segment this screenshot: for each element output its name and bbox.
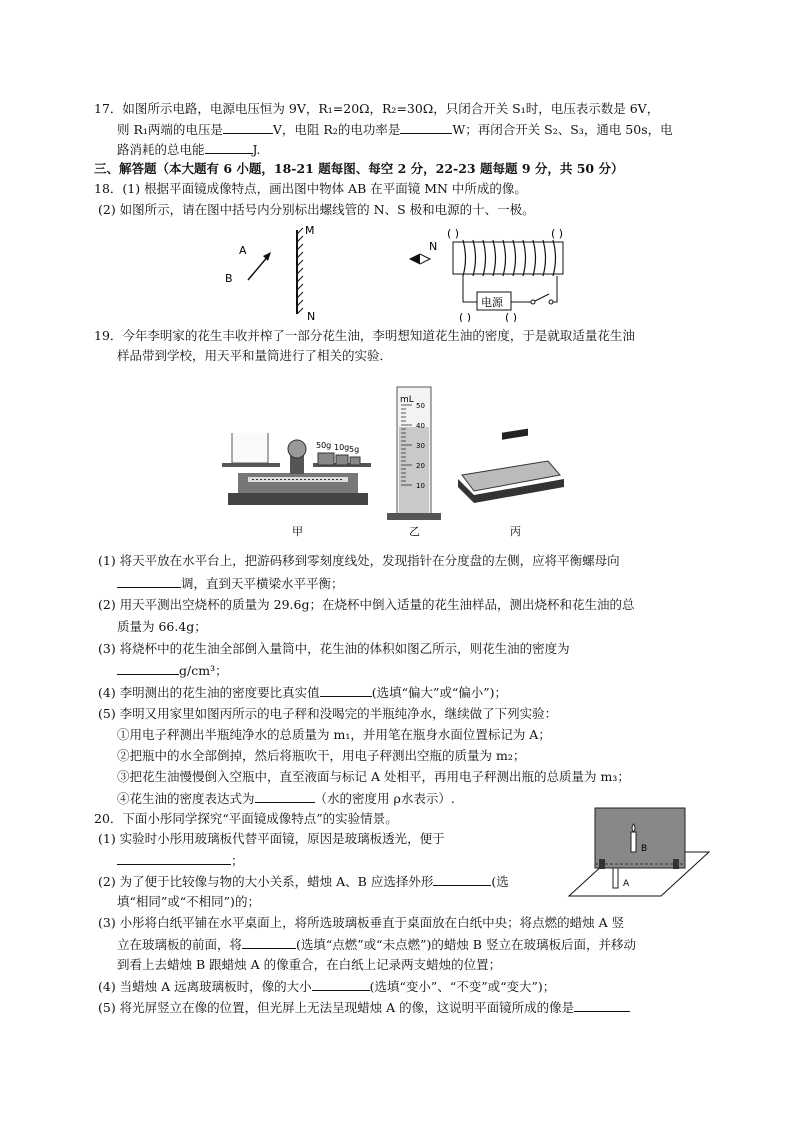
- q19-s4-text-a: (4) 李明测出的花生油的密度要比真实值: [98, 685, 320, 700]
- label-A: A: [623, 879, 630, 889]
- glass-plate: [595, 808, 685, 868]
- q17-line2: [117, 120, 673, 139]
- q19-step-4-text-b: （水的密度用 ρ水表示）.: [314, 791, 455, 806]
- paren-power-right[interactable]: ( ): [505, 311, 518, 322]
- q19-s2-b: 质量为 66.4g；: [117, 619, 207, 634]
- q19-s1-b: [117, 574, 344, 593]
- answer-blank[interactable]: [223, 120, 273, 134]
- q19-s1-a: (1) 将天平放在水平台上，把游码移到零刻度线处，发现指针在分度盘的左侧，应将平衡螺母向: [98, 553, 620, 568]
- q20-s2-c: 填“相同”或“不相同”)的；: [117, 894, 260, 909]
- tick-label: 50: [416, 402, 425, 410]
- answer-blank[interactable]: [117, 851, 231, 865]
- answer-blank[interactable]: [433, 872, 491, 886]
- q19-s4: [98, 683, 507, 702]
- answer-blank[interactable]: [312, 977, 370, 991]
- answer-blank[interactable]: [320, 683, 372, 697]
- q17-line1: 17．如图所示电路，电源电压恒为 9V，R₁=20Ω，R₂=30Ω，只闭合开关 S₁时，电压表示数是 6V，: [94, 101, 660, 116]
- q17-line3: [117, 140, 261, 159]
- answer-blank[interactable]: [117, 574, 181, 588]
- q20-s4-text-b: (选填“变小”、“不变”或“变大”)；: [369, 979, 556, 994]
- q17-line2-text-c: W；再闭合开关 S₂、S₃，通电 50s，电: [452, 122, 673, 137]
- q20-s4: [98, 977, 555, 996]
- tick-label: 20: [416, 462, 425, 470]
- candle-A: [613, 868, 618, 888]
- solenoid-core: [453, 242, 563, 274]
- q19-s5: (5) 李明又用家里如图丙所示的电子秤和没喝完的半瓶纯净水，继续做了下列实验：: [98, 706, 558, 721]
- q20-s2-text-a: (2) 为了便于比较像与物的大小关系，蜡烛 A、B 应选择外形: [98, 874, 434, 889]
- q17-line2-text-b: V，电阻 R₂的电功率是: [272, 122, 401, 137]
- q17-line2-text-a: 则 R₁两端的电压是: [117, 122, 223, 137]
- q19-s1-b-text: 调，直到天平横梁水平平衡；: [181, 576, 344, 591]
- label-B: B: [641, 844, 648, 854]
- q19-s3-b: [117, 661, 228, 680]
- q19-intro-2: 样品带到学校，用天平和量筒进行了相关的实验．: [117, 348, 393, 363]
- q19-s2-a: (2) 用天平测出空烧杯的质量为 29.6g；在烧杯中倒入适量的花生油样品，测出烧杯和花生油的总: [98, 597, 635, 612]
- q19-step-1: ①用电子秤测出半瓶纯净水的总质量为 m₁，并用笔在瓶身水面位置标记为 A；: [117, 727, 551, 742]
- q20-s5: [98, 998, 630, 1017]
- switch: [533, 294, 549, 302]
- answer-blank[interactable]: [400, 120, 452, 134]
- unit-mL: mL: [400, 395, 414, 405]
- q20-s1-b-text: ；: [231, 853, 244, 868]
- compass-N: N: [429, 240, 438, 253]
- tick-label: 40: [416, 422, 425, 430]
- q20-s1-b: [117, 851, 244, 870]
- q19-step-4: [117, 789, 455, 808]
- candle-B: [631, 832, 636, 852]
- weight-label: 10g: [334, 443, 350, 452]
- solenoid-figure: [410, 227, 563, 322]
- tick-label: 30: [416, 442, 425, 450]
- q19-s3-a: (3) 将烧杯中的花生油全部倒入量筒中，花生油的体积如图乙所示，则花生油的密度为: [98, 641, 570, 656]
- q19-s3-b-text: g/cm³；: [179, 663, 228, 678]
- q20-s1-a: (1) 实验时小彤用玻璃板代替平面镜，原因是玻璃板透光，便于: [98, 831, 445, 846]
- label-yi: 乙: [409, 525, 420, 538]
- label-jia: 甲: [292, 525, 303, 538]
- power-label: 电源: [481, 296, 503, 309]
- balance-figure: [222, 433, 371, 538]
- q20-s5-text: (5) 将光屏竖立在像的位置，但光屏上无法呈现蜡烛 A 的像，这说明平面镜所成的像是: [98, 1000, 575, 1015]
- label-bing: 丙: [510, 525, 521, 538]
- label-N: N: [307, 310, 316, 322]
- weight-label: 50g: [316, 441, 332, 450]
- q18-part1: 18．(1) 根据平面镜成像特点，画出图中物体 AB 在平面镜 MN 中所成的像。: [94, 181, 527, 196]
- q17-line3-text-b: J.: [252, 142, 261, 157]
- q20-s2-a: [98, 872, 509, 891]
- q20-s3-a: (3) 小彤将白纸平铺在水平桌面上，将所选玻璃板垂直于桌面放在白纸中央；将点燃的蜡烛 A 竖: [98, 915, 625, 930]
- cylinder-figure: [387, 387, 441, 538]
- q20-s3-c: 到看上去蜡烛 B 跟蜡烛 A 的像重合，在白纸上记录两支蜡烛的位置；: [117, 957, 502, 972]
- q19-intro-1: 19．今年李明家的花生丰收并榨了一部分花生油，李明想知道花生油的密度，于是就取适量花生油: [94, 328, 635, 343]
- q20-s4-text-a: (4) 当蜡烛 A 远离玻璃板时，像的大小: [98, 979, 312, 994]
- q20-s3-b: [117, 935, 636, 954]
- q19-step-3: ③把花生油慢慢倒入空瓶中，直至液面与标记 A 处相平，再用电子秤测出瓶的总质量为 m₃；: [117, 769, 630, 784]
- paren-left-pole[interactable]: ( ): [447, 227, 460, 240]
- q19-step-4-text-a: ④花生油的密度表达式为: [117, 791, 255, 806]
- answer-blank[interactable]: [255, 789, 315, 803]
- section-heading: 三、解答题（本大题有 6 小题，18-21 题每图、每空 2 分，22-23 题每题 9 分，共 50 分）: [94, 161, 624, 176]
- tick-label: 10: [416, 482, 425, 490]
- q19-step-2: ②把瓶中的水全部倒掉，然后将瓶吹干，用电子秤测出空瓶的质量为 m₂；: [117, 748, 526, 763]
- label-M: M: [305, 224, 315, 237]
- answer-blank[interactable]: [205, 140, 253, 154]
- label-B: B: [225, 272, 233, 285]
- q20-figure: [565, 802, 715, 902]
- answer-blank[interactable]: [117, 661, 179, 675]
- q19-figure: [210, 375, 570, 545]
- answer-blank[interactable]: [242, 935, 296, 949]
- paren-right-pole[interactable]: ( ): [551, 227, 564, 240]
- q20-s3-b-text-1: 立在玻璃板的前面，将: [117, 937, 243, 952]
- label-A: A: [239, 244, 247, 257]
- q19-s4-text-b: (选填“偏大”或“偏小”)；: [371, 685, 508, 700]
- q20-s2-text-b: (选: [491, 874, 509, 889]
- answer-blank[interactable]: [574, 998, 630, 1012]
- q20-intro: 20．下面小彤同学探究“平面镜成像特点”的实验情景。: [94, 811, 398, 826]
- electronic-scale-figure: [458, 429, 564, 538]
- weight-50g: [318, 453, 334, 465]
- mirror-figure: [225, 224, 315, 322]
- weight-label: 5g: [349, 445, 360, 454]
- q18-figures: [215, 222, 595, 322]
- q17-line3-text-a: 路消耗的总电能: [117, 142, 205, 157]
- q18-part2: (2) 如图所示，请在图中括号内分别标出螺线管的 N、S 极和电源的十、一极。: [98, 202, 535, 217]
- paren-power-left[interactable]: ( ): [459, 311, 472, 322]
- q20-s3-b-text-2: (选填“点燃”或“未点燃”)的蜡烛 B 竖立在玻璃板后面，并移动: [296, 937, 636, 952]
- beaker: [232, 433, 268, 463]
